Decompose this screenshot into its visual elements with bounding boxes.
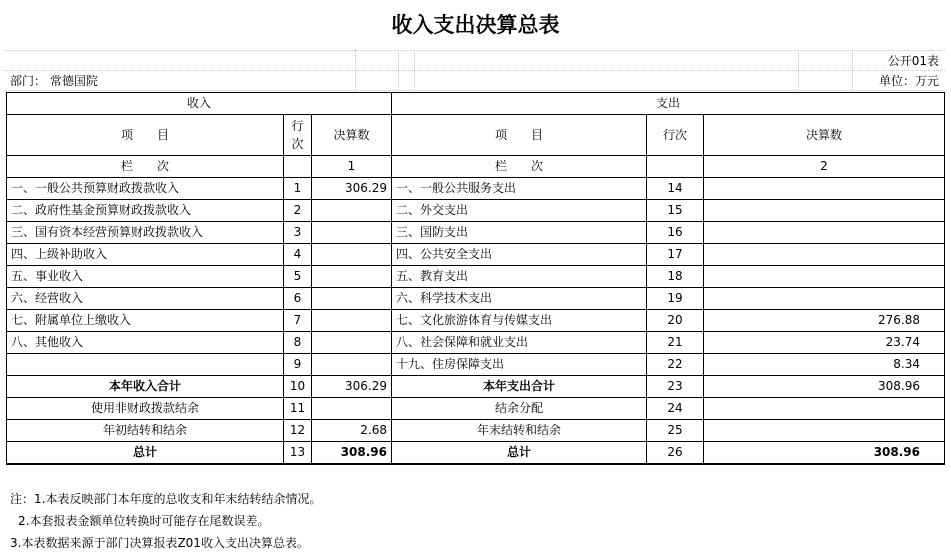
expense-amount: 23.74 (704, 332, 945, 354)
grid-line (5, 50, 945, 51)
unit-label: 单位：万元 (878, 74, 939, 88)
income-amount (312, 354, 392, 376)
income-item: 三、国有资本经营预算财政拨款收入 (7, 222, 284, 244)
income-item: 八、其他收入 (7, 332, 284, 354)
income-amount (312, 332, 392, 354)
expense-amount (704, 222, 945, 244)
income-subtotal-label: 本年收入合计 (7, 376, 284, 398)
expense-line-no: 20 (647, 310, 704, 332)
expense-amount (704, 244, 945, 266)
expense-total-label: 总计 (392, 442, 647, 465)
expense-line-no: 21 (647, 332, 704, 354)
form-code: 公开01表 (887, 54, 939, 68)
expense-amount: 8.34 (704, 354, 945, 376)
income-item: 六、经营收入 (7, 288, 284, 310)
income-amount (312, 222, 392, 244)
income-item: 使用非财政拨款结余 (7, 398, 284, 420)
note-1: 注：1.本表反映部门本年度的总收支和年末结转结余情况。 (10, 492, 322, 506)
grid-line (398, 50, 399, 90)
expense-amount (704, 200, 945, 222)
income-amount (312, 310, 392, 332)
expense-line-no: 19 (647, 288, 704, 310)
expense-amount (704, 420, 945, 442)
grid-line (355, 50, 356, 90)
expense-line-no: 18 (647, 266, 704, 288)
expense-item: 二、外交支出 (392, 200, 647, 222)
expense-item: 一、一般公共服务支出 (392, 178, 647, 200)
expense-line-no: 14 (647, 178, 704, 200)
income-line-no: 6 (284, 288, 312, 310)
expense-amount (704, 178, 945, 200)
income-amount (312, 288, 392, 310)
department-line (10, 72, 98, 90)
column-header-row (7, 115, 945, 156)
table-row (7, 244, 945, 266)
table-row (7, 398, 945, 420)
income-item: 五、事业收入 (7, 266, 284, 288)
income-column-label: 栏 次 (7, 156, 284, 178)
expense-item: 七、文化旅游体育与传媒支出 (392, 310, 647, 332)
expense-item: 年末结转和结余 (392, 420, 647, 442)
expense-line-no: 25 (647, 420, 704, 442)
department-name: 常德国院 (49, 74, 98, 88)
expense-amount (704, 398, 945, 420)
expense-line-no: 26 (647, 442, 704, 465)
table-row (7, 222, 945, 244)
expense-line-no: 17 (647, 244, 704, 266)
expense-line-no: 23 (647, 376, 704, 398)
expense-amount: 276.88 (704, 310, 945, 332)
income-section-header: 收入 (7, 93, 392, 115)
expense-item: 十九、住房保障支出 (392, 354, 647, 376)
income-amount-header: 决算数 (312, 115, 392, 156)
income-column-number: 1 (312, 156, 392, 178)
income-line-no: 8 (284, 332, 312, 354)
expense-subtotal-amount: 308.96 (704, 376, 945, 398)
expense-column-number: 2 (704, 156, 945, 178)
grid-line (414, 50, 415, 90)
note-3: 3.本表数据来源于部门决算报表Z01收入支出决算总表。 (10, 536, 309, 550)
income-line-no: 5 (284, 266, 312, 288)
summary-table (6, 92, 945, 465)
expense-line-no: 15 (647, 200, 704, 222)
expense-item: 三、国防支出 (392, 222, 647, 244)
column-number-row (7, 156, 945, 178)
income-total-amount: 308.96 (312, 442, 392, 465)
income-line-no: 10 (284, 376, 312, 398)
expense-line-no: 24 (647, 398, 704, 420)
income-amount (312, 244, 392, 266)
income-amount: 306.29 (312, 178, 392, 200)
expense-item: 六、科学技术支出 (392, 288, 647, 310)
grid-line (798, 50, 799, 90)
expense-item: 结余分配 (392, 398, 647, 420)
grid-line (5, 90, 945, 91)
subtotal-row (7, 376, 945, 398)
expense-line-header: 行次 (647, 115, 704, 156)
notes (10, 488, 321, 554)
expense-amount (704, 288, 945, 310)
income-line-no: 4 (284, 244, 312, 266)
note-2: 2.本套报表金额单位转换时可能存在尾数误差。 (18, 514, 270, 528)
expense-column-label: 栏 次 (392, 156, 647, 178)
income-amount (312, 398, 392, 420)
table-row (7, 310, 945, 332)
income-amount: 2.68 (312, 420, 392, 442)
expense-item: 五、教育支出 (392, 266, 647, 288)
income-line-no: 9 (284, 354, 312, 376)
income-item-header: 项 目 (7, 115, 284, 156)
income-line-no: 3 (284, 222, 312, 244)
income-line-no: 11 (284, 398, 312, 420)
grid-line (852, 50, 853, 90)
table-row (7, 178, 945, 200)
expense-amount (704, 266, 945, 288)
table-row (7, 420, 945, 442)
income-line-no: 12 (284, 420, 312, 442)
expense-item-header: 项 目 (392, 115, 647, 156)
expense-line-no: 22 (647, 354, 704, 376)
income-item: 四、上级补助收入 (7, 244, 284, 266)
income-line-no: 2 (284, 200, 312, 222)
income-line-header: 行次 (284, 115, 312, 156)
expense-item: 四、公共安全支出 (392, 244, 647, 266)
section-header-row (7, 93, 945, 115)
income-amount (312, 266, 392, 288)
empty-cell (647, 156, 704, 178)
grid-line (5, 70, 945, 71)
table-row (7, 332, 945, 354)
report-title: 收入支出决算总表 (391, 13, 560, 37)
income-total-label: 总计 (7, 442, 284, 465)
total-row (7, 442, 945, 465)
expense-total-amount: 308.96 (704, 442, 945, 465)
income-item: 七、附属单位上缴收入 (7, 310, 284, 332)
income-item (7, 354, 284, 376)
expense-item: 八、社会保障和就业支出 (392, 332, 647, 354)
income-line-no: 7 (284, 310, 312, 332)
table-row (7, 354, 945, 376)
department-label: 部门： (10, 74, 47, 88)
expense-line-no: 16 (647, 222, 704, 244)
income-item: 二、政府性基金预算财政拨款收入 (7, 200, 284, 222)
empty-cell (284, 156, 312, 178)
income-amount (312, 200, 392, 222)
expense-amount-header: 决算数 (704, 115, 945, 156)
table-row (7, 266, 945, 288)
income-item: 一、一般公共预算财政拨款收入 (7, 178, 284, 200)
income-subtotal-amount: 306.29 (312, 376, 392, 398)
expense-section-header: 支出 (392, 93, 945, 115)
income-item: 年初结转和结余 (7, 420, 284, 442)
expense-subtotal-label: 本年支出合计 (392, 376, 647, 398)
income-line-no: 13 (284, 442, 312, 465)
income-line-no: 1 (284, 178, 312, 200)
table-row (7, 288, 945, 310)
table-row (7, 200, 945, 222)
